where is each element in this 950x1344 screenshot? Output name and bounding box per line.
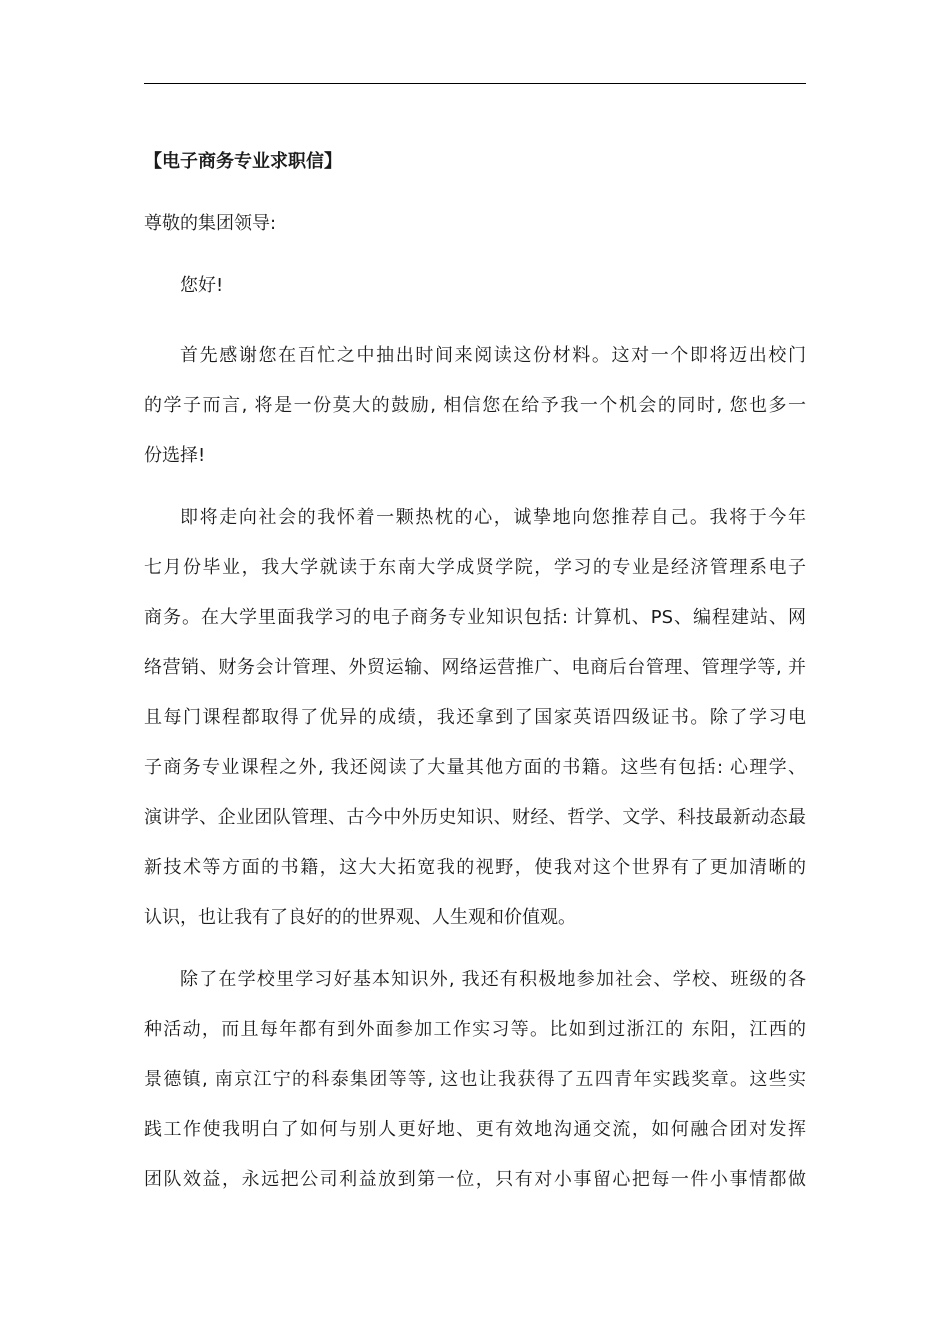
header-rule bbox=[144, 83, 806, 84]
greeting: 您好! bbox=[180, 275, 224, 296]
paragraph-line: 践工作使我明白了如何与别人更好地、更有效地沟通交流，如何融合团对发挥 bbox=[144, 1119, 806, 1140]
paragraph-line: 除了在学校里学习好基本知识外, 我还有积极地参加社会、学校、班级的各 bbox=[180, 969, 806, 990]
paragraph-line: 络营销、财务会计管理、外贸运输、网络运营推广、电商后台管理、管理学等, 并 bbox=[144, 657, 806, 678]
paragraph-line: 新技术等方面的书籍，这大大拓宽我的视野，使我对这个世界有了更加清晰的 bbox=[144, 857, 806, 878]
paragraph-line: 七月份毕业，我大学就读于东南大学成贤学院，学习的专业是经济管理系电子 bbox=[144, 557, 806, 578]
paragraph-line: 且每门课程都取得了优异的成绩，我还拿到了国家英语四级证书。除了学习电 bbox=[144, 707, 806, 728]
paragraph-line: 种活动，而且每年都有到外面参加工作实习等。比如到过浙江的 东阳，江西的 bbox=[144, 1019, 806, 1040]
salutation: 尊敬的集团领导: bbox=[144, 213, 277, 234]
document-body bbox=[144, 145, 806, 1205]
paragraph-line: 演讲学、企业团队管理、古今中外历史知识、财经、哲学、文学、科技最新动态最 bbox=[144, 807, 806, 828]
paragraph-2 bbox=[144, 493, 806, 943]
paragraph-line: 商务。在大学里面我学习的电子商务专业知识包括: 计算机、PS、编程建站、网 bbox=[144, 607, 806, 628]
paragraph-line: 首先感谢您在百忙之中抽出时间来阅读这份材料。这对一个即将迈出校门 bbox=[180, 345, 806, 366]
paragraph-1 bbox=[144, 331, 806, 481]
paragraph-line: 份选择! bbox=[144, 445, 206, 466]
paragraph-line: 的学子而言, 将是一份莫大的鼓励, 相信您在给予我一个机会的同时, 您也多一 bbox=[144, 395, 806, 416]
paragraph-line: 景德镇, 南京江宁的科泰集团等等, 这也让我获得了五四青年实践奖章。这些实 bbox=[144, 1069, 806, 1090]
document-title: 【电子商务专业求职信】 bbox=[144, 151, 342, 172]
paragraph-line: 即将走向社会的我怀着一颗热枕的心，诚挚地向您推荐自己。我将于今年 bbox=[180, 507, 806, 528]
paragraph-line: 认识，也让我有了良好的的世界观、人生观和价值观。 bbox=[144, 907, 576, 928]
paragraph-3 bbox=[144, 955, 806, 1205]
paragraph-line: 团队效益，永远把公司利益放到第一位，只有对小事留心把每一件小事情都做 bbox=[144, 1169, 806, 1190]
paragraph-line: 子商务专业课程之外, 我还阅读了大量其他方面的书籍。这些有包括: 心理学、 bbox=[144, 757, 806, 778]
